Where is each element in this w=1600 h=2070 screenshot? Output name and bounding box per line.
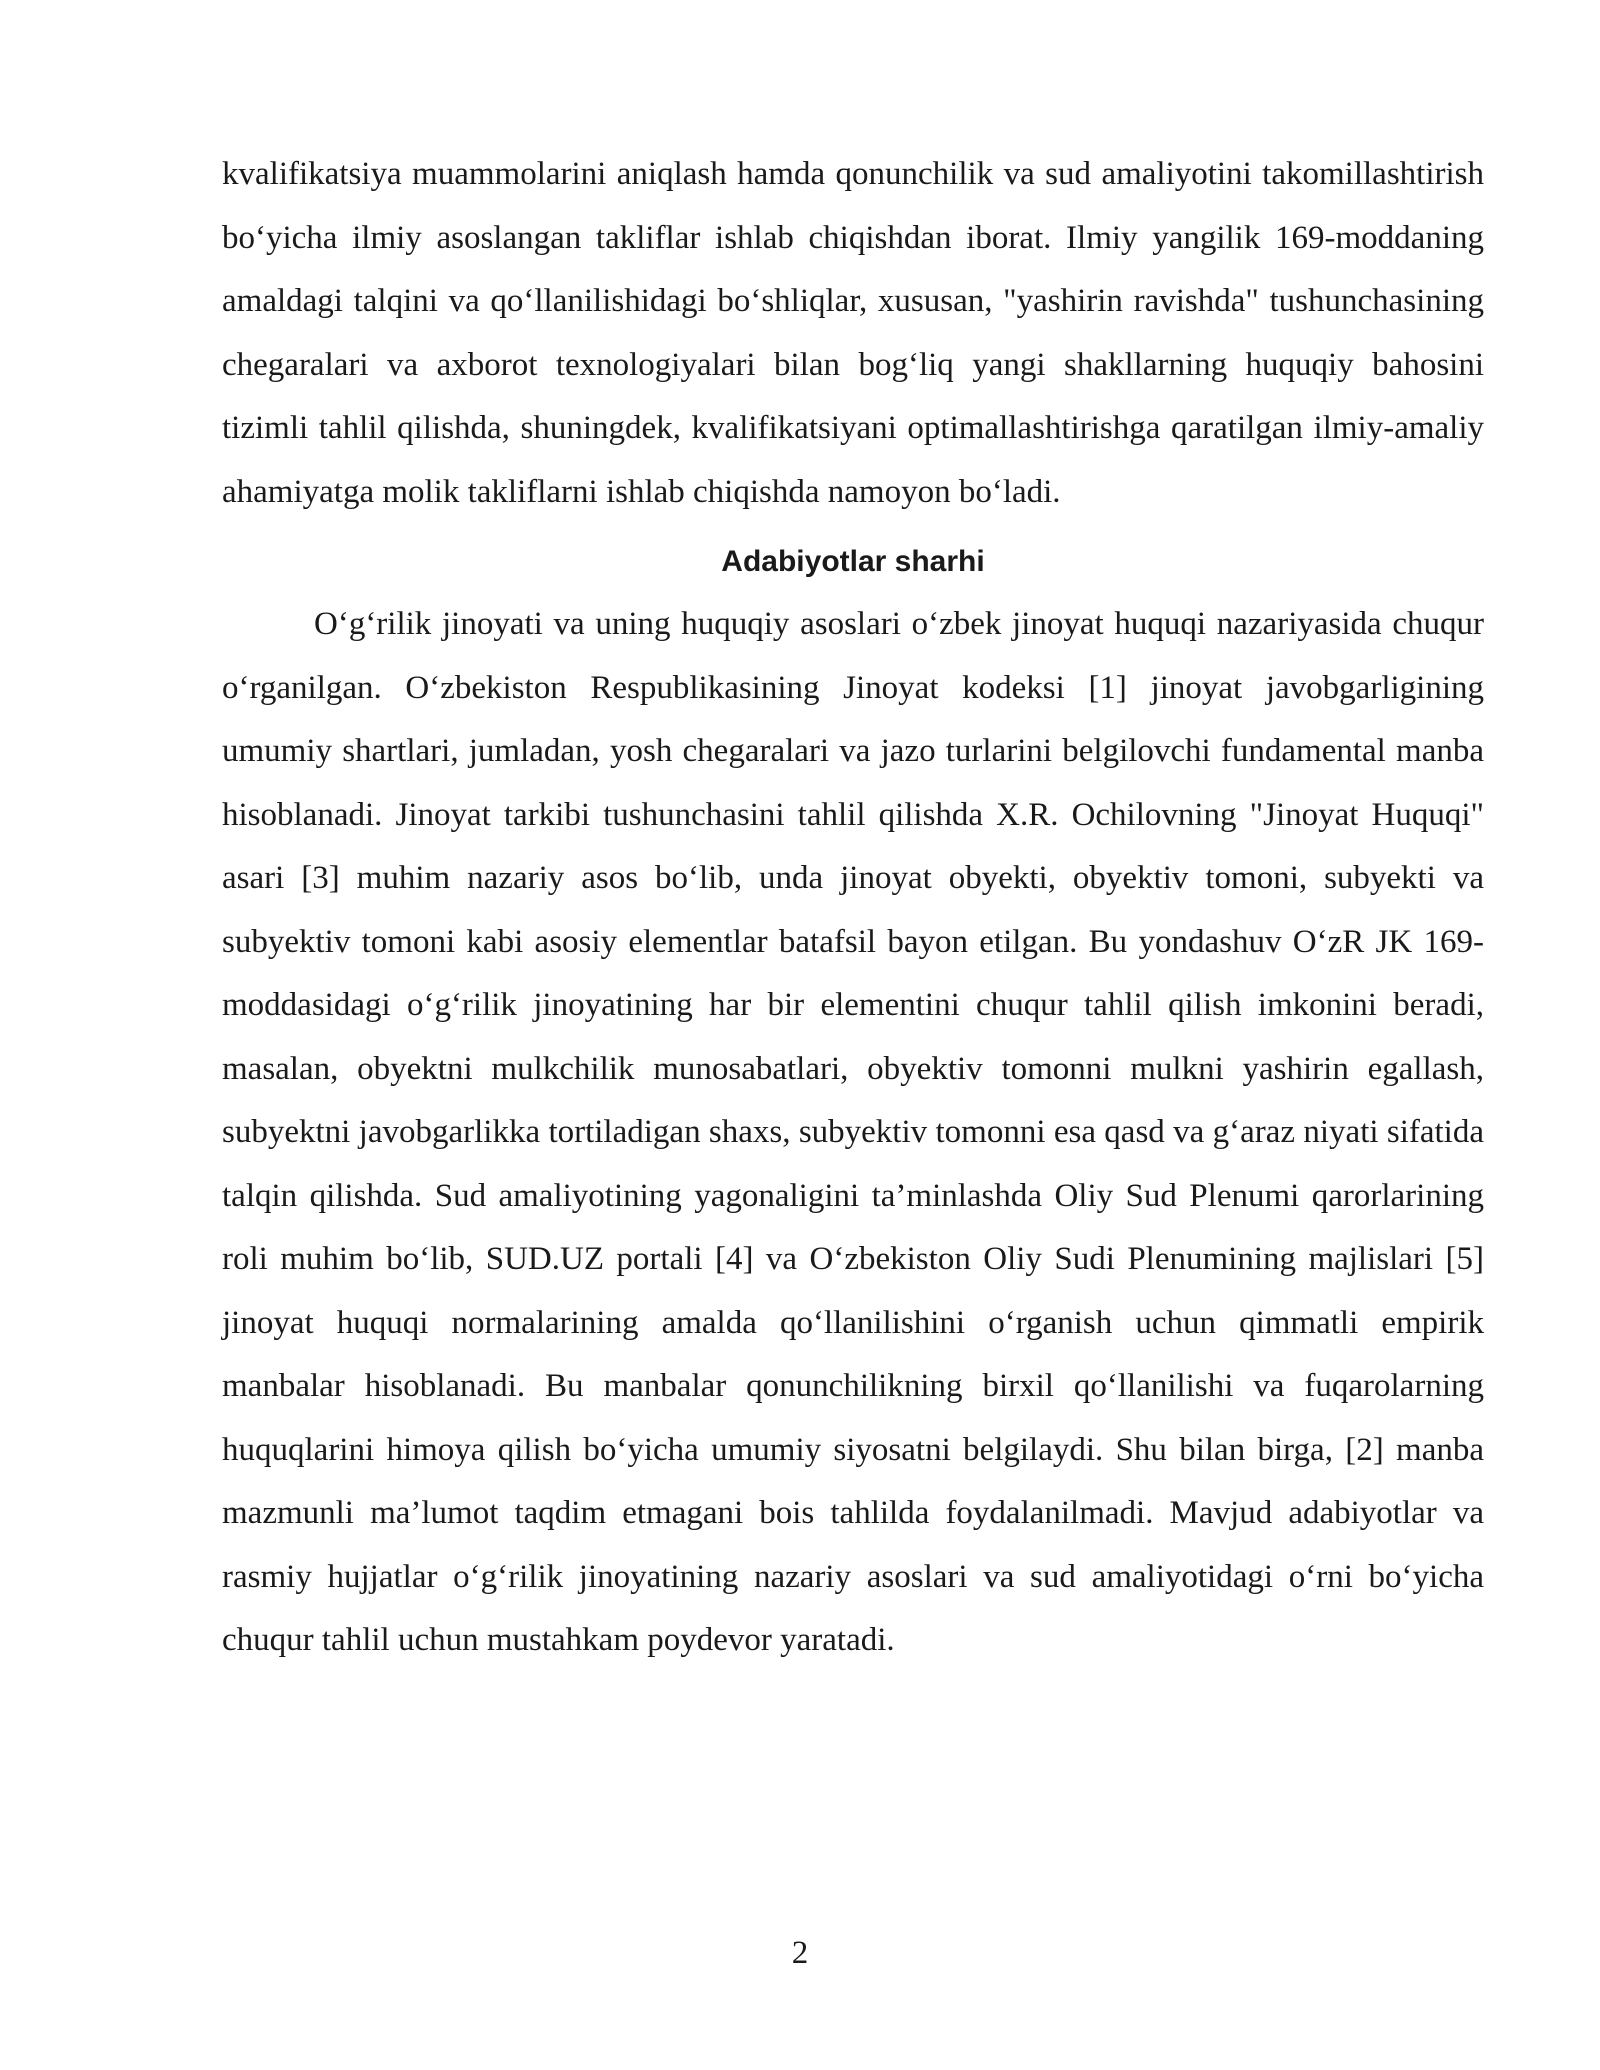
paragraph-literature-review: O‘g‘rilik jinoyati va uning huquqiy asoslari o‘zbek jinoyat huquqi nazariyasida chuqur o‘rganilgan. O‘zbekiston Respublikasining Jinoyat kodeksi [1] jinoyat javobgarligining umumiy shartlari, jumladan, yosh chegaralari va jazo turlarini belgilovchi fundamental manba hisoblanadi. Jinoyat tarkibi tushunchasini tahlil qilishda X.R. Ochilovning "Jinoyat Huquqi" asari [3] muhim nazariy asos bo‘lib, unda jinoyat obyekti, obyektiv tomoni, subyekti va subyektiv tomoni kabi asosiy elementlar batafsil bayon etilgan. Bu yondashuv O‘zR JK 169-moddasidagi o‘g‘rilik jinoyatining har bir elementini chuqur tahlil qilish imkonini beradi, masalan, obyektni mulkchilik munosabatlari, obyektiv tomonni mulkni yashirin egallash, subyektni javobgarlikka tortiladigan shaxs, subyektiv tomonni esa qasd va g‘araz niyati sifatida talqin qilishda. Sud amaliyotining yagonaligini ta’minlashda Oliy Sud Plenumi qarorlarining roli muhim bo‘lib, SUD.UZ portali [4] va O‘zbekiston Oliy Sudi Plenumining majlislari [5] jinoyat huquqi normalarining amalda qo‘llanilishini o‘rganish uchun qimmatli empirik manbalar hisoblanadi. Bu manbalar qonunchilikning birxil qo‘llanilishi va fuqarolarning huquqlarini himoya qilish bo‘yicha umumiy siyosatni belgilaydi. Shu bilan birga, [2] manba mazmunli ma’lumot taqdim etmagani bois tahlilda foydalanilmadi. Mavjud adabiyotlar va rasmiy hujjatlar o‘g‘rilik jinoyatining nazariy asoslari va sud amaliyotidagi o‘rni bo‘yicha chuqur tahlil uchun mustahkam poydevor yaratadi. <box>222 606 1484 1658</box>
paragraph-intro: kvalifikatsiya muammolarini aniqlash hamda qonunchilik va sud amaliyotini takomillashtirish bo‘yicha ilmiy asoslangan takliflar ishlab chiqishdan iborat. Ilmiy yangilik 169-moddaning amaldagi talqini va qo‘llanilishidagi bo‘shliqlar, xususan, "yashirin ravishda" tushunchasining chegaralari va axborot texnologiyalari bilan bog‘liq yangi shakllarning huquqiy bahosini tizimli tahlil qilishda, shuningdek, kvalifikatsiyani optimallashtirishga qaratilgan ilmiy-amaliy ahamiyatga molik takliflarni ishlab chiqishda namoyon bo‘ladi. <box>222 156 1484 510</box>
page-content <box>222 143 1484 1673</box>
page-number: 2 <box>791 1935 809 1971</box>
section-heading: Adabiyotlar sharhi <box>721 545 985 578</box>
